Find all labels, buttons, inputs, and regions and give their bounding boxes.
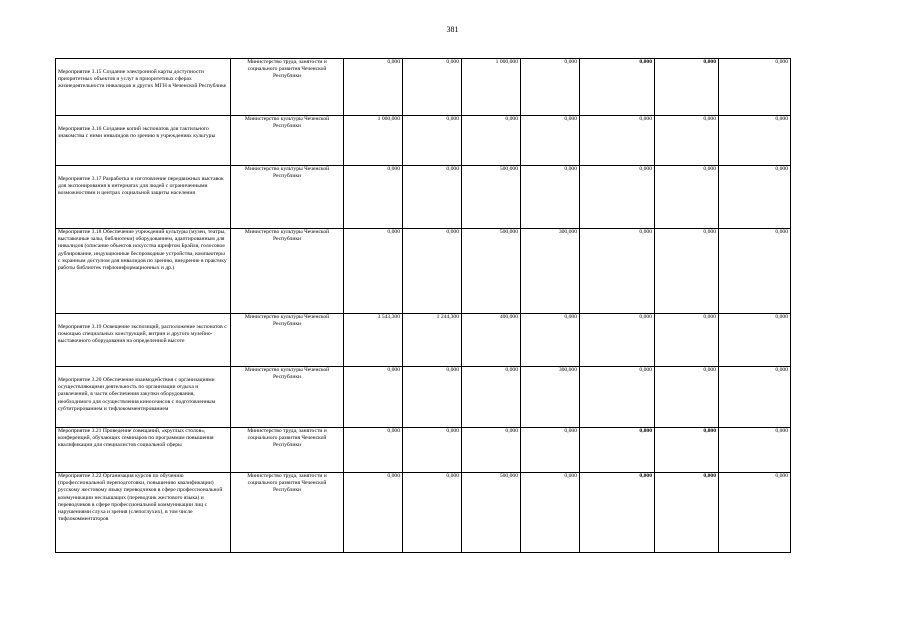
value-cell: 0,000 [403,229,462,314]
table-row [56,59,791,116]
value-cell: 0,000 [344,367,403,428]
value-cell: 0,000 [580,166,655,229]
value-cell: 1 244,300 [403,314,462,367]
measure-name-cell: Мероприятие 3.22 Организация курсов по обучению (профессиональной переподготовки, повышению квалификации) русскому жестовому языку переводчиков в сфере профессиональной коммуникации неслышащих (переводчик жестового языка) и переводчиков в сфере профессиональной коммуникации лиц с нарушениями слуха и зрения (слепоглухих), в том числе тифлокомментаторов [56,473,231,553]
value-cell: 0,000 [344,166,403,229]
value-cell: 0,000 [719,367,791,428]
organization-cell: Министерство культуры Чеченской Республики [231,116,344,166]
measure-name-cell: Мероприятие 3.21 Проведение совещаний, «круглых столов», конференций, обучающих семинаров по программам повышения квалификации для специалистов социальной сферы [56,428,231,473]
value-cell: 0,000 [521,166,580,229]
value-cell: 0,000 [655,473,719,553]
value-cell: 0,000 [580,428,655,473]
value-cell: 0,000 [655,367,719,428]
value-cell: 1 000,000 [344,116,403,166]
value-cell: 500,000 [462,166,521,229]
value-cell: 3 543,300 [344,314,403,367]
measure-name-cell: Мероприятие 3.15 Создание электронной карты доступности приоритетных объектов и услуг в приоритетных сферах жизнедеятельности инвалидов и других МГН в Чеченской Республике [56,59,231,116]
value-cell: 0,000 [580,473,655,553]
value-cell: 0,000 [344,473,403,553]
organization-cell: Министерство труда, занятости и социального развития Чеченской Республики [231,59,344,116]
value-cell: 0,000 [521,59,580,116]
value-cell: 0,000 [403,59,462,116]
table-row [56,428,791,473]
value-cell: 0,000 [580,314,655,367]
organization-cell: Министерство культуры Чеченской Республики [231,367,344,428]
table-row [56,367,791,428]
value-cell: 0,000 [403,166,462,229]
value-cell: 0,000 [403,116,462,166]
measure-name-cell: Мероприятие 3.20 Обеспечение взаимодействия с организациями осуществляющими деятельность по организации отдыха и развлечений, в части обеспечения закупки оборудования, необходимого для осуществления киносеансов с подготовленным субтитрированием и тифлокомментированием [56,367,231,428]
value-cell: 0,000 [719,428,791,473]
value-cell: 0,000 [655,428,719,473]
value-cell: 0,000 [462,116,521,166]
value-cell: 0,000 [344,59,403,116]
value-cell: 1 000,000 [462,59,521,116]
value-cell: 0,000 [462,367,521,428]
table-row [56,229,791,314]
value-cell: 0,000 [580,59,655,116]
value-cell: 0,000 [521,428,580,473]
organization-cell: Министерство культуры Чеченской Республики [231,166,344,229]
budget-table [55,58,791,553]
value-cell: 0,000 [655,59,719,116]
value-cell: 0,000 [403,367,462,428]
table-row [56,166,791,229]
value-cell: 0,000 [403,428,462,473]
page-number: 381 [446,25,459,34]
value-cell: 0,000 [521,473,580,553]
measure-name-cell: Мероприятие 3.19 Освещение экспозиций, расположение экспонатов с помощью специальных конструкций, витрин и другого музейно-выставочного оборудования на определенной высоте [56,314,231,367]
value-cell: 400,000 [462,314,521,367]
value-cell: 300,000 [521,367,580,428]
measure-name-cell: Мероприятие 3.18 Обеспечение учреждений культуры (музеи, театры, выставочные залы, библиотеки) оборудованием, адаптированным для инвалидов (описание объектов искусства шрифтом Брайля, голосовое дублирование, индукционные беспроводные устройства, компьютеры с экранным доступом для инвалидов по зрению, внедрение в практику работы библиотек тифлоинформационных и др.) [56,229,231,314]
value-cell: 300,000 [521,229,580,314]
value-cell: 0,000 [344,229,403,314]
value-cell: 0,000 [719,166,791,229]
measure-name-cell: Мероприятие 3.16 Создание копий экспонатов для тактильного знакомства с ними инвалидов по зрению в учреждениях культуры [56,116,231,166]
value-cell: 0,000 [521,314,580,367]
value-cell: 0,000 [344,428,403,473]
value-cell: 0,000 [719,473,791,553]
organization-cell: Министерство культуры Чеченской Республики [231,314,344,367]
value-cell: 0,000 [719,116,791,166]
value-cell: 0,000 [655,166,719,229]
value-cell: 0,000 [655,229,719,314]
organization-cell: Министерство труда, занятости и социального развития Чеченской Республики [231,428,344,473]
value-cell: 0,000 [719,314,791,367]
value-cell: 0,000 [580,116,655,166]
value-cell: 500,000 [462,473,521,553]
value-cell: 0,000 [719,59,791,116]
value-cell: 0,000 [462,428,521,473]
value-cell: 0,000 [580,367,655,428]
table-row [56,116,791,166]
value-cell: 0,000 [719,229,791,314]
value-cell: 0,000 [521,116,580,166]
value-cell: 0,000 [655,116,719,166]
organization-cell: Министерство культуры Чеченской Республики [231,229,344,314]
table-row [56,314,791,367]
organization-cell: Министерство труда, занятости и социального развития Чеченской Республики [231,473,344,553]
value-cell: 0,000 [580,229,655,314]
value-cell: 500,000 [462,229,521,314]
measure-name-cell: Мероприятие 3.17 Разработка и изготовление передвижных выставок для экспонирования в интернатах для людей с ограниченными возможностями и центрах социальной защиты населения [56,166,231,229]
value-cell: 0,000 [403,473,462,553]
value-cell: 0,000 [655,314,719,367]
table-row [56,473,791,553]
